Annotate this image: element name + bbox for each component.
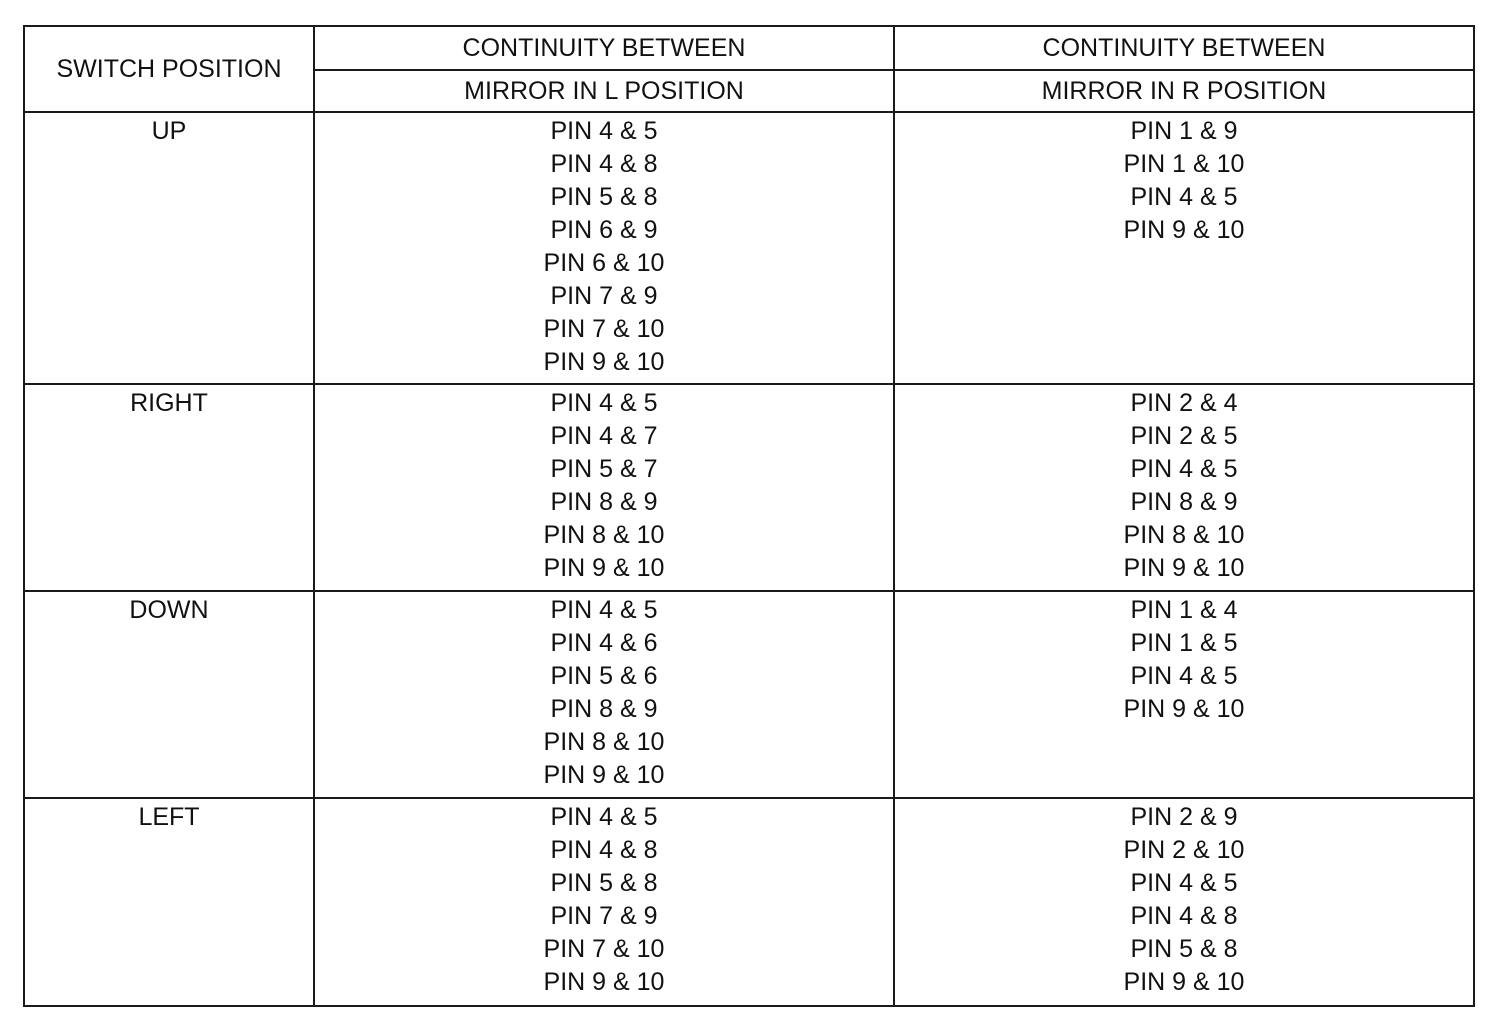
- pin-pair: PIN 1 & 4: [1130, 596, 1238, 624]
- pin-pair: PIN 8 & 9: [550, 488, 658, 516]
- pin-pair: PIN 9 & 10: [1123, 695, 1245, 723]
- pin-pair: PIN 9 & 10: [1123, 968, 1245, 996]
- pin-pair: PIN 2 & 5: [1130, 422, 1238, 450]
- pin-pair: PIN 4 & 5: [1130, 455, 1238, 483]
- table-row-right: [24, 384, 1474, 591]
- pin-pair: PIN 9 & 10: [543, 554, 665, 582]
- header-row-top: [24, 26, 1474, 70]
- pin-pair: PIN 5 & 8: [1130, 935, 1238, 963]
- pin-pair: PIN 4 & 6: [550, 629, 658, 657]
- pin-pair: PIN 4 & 8: [1130, 902, 1238, 930]
- pin-pair: PIN 8 & 10: [1123, 521, 1245, 549]
- pin-pair: PIN 4 & 5: [1130, 662, 1238, 690]
- table-row-up: [24, 112, 1474, 384]
- continuity-table: [23, 25, 1475, 1007]
- mirror-l-pins-right: [314, 384, 894, 591]
- pin-pair: PIN 8 & 9: [550, 695, 658, 723]
- pin-pair: PIN 8 & 9: [1130, 488, 1238, 516]
- pin-pair: PIN 6 & 9: [550, 216, 658, 244]
- header-switch-position: SWITCH POSITION: [24, 26, 314, 112]
- pin-pair: PIN 2 & 4: [1130, 389, 1238, 417]
- pin-pair: PIN 9 & 10: [543, 348, 665, 376]
- pin-pair: PIN 4 & 8: [550, 836, 658, 864]
- mirror-r-pins-down: [894, 591, 1474, 798]
- pin-pair: PIN 8 & 10: [543, 521, 665, 549]
- pin-pair: PIN 9 & 10: [1123, 554, 1245, 582]
- pin-pair: PIN 5 & 8: [550, 183, 658, 211]
- pin-pair: PIN 9 & 10: [543, 761, 665, 789]
- header-mirror-l: MIRROR IN L POSITION: [314, 70, 894, 112]
- switch-position-right: RIGHT: [24, 384, 314, 591]
- pin-pair: PIN 9 & 10: [1123, 216, 1245, 244]
- pin-pair: PIN 5 & 6: [550, 662, 658, 690]
- pin-pair: PIN 7 & 9: [550, 282, 658, 310]
- switch-position-up: UP: [24, 112, 314, 384]
- pin-pair: PIN 4 & 5: [1130, 183, 1238, 211]
- switch-position-down: DOWN: [24, 591, 314, 798]
- pin-pair: PIN 5 & 7: [550, 455, 658, 483]
- header-r-continuity: CONTINUITY BETWEEN: [894, 26, 1474, 70]
- pin-pair: PIN 4 & 5: [550, 389, 658, 417]
- mirror-r-pins-right: [894, 384, 1474, 591]
- pin-pair: PIN 1 & 5: [1130, 629, 1238, 657]
- header-l-continuity: CONTINUITY BETWEEN: [314, 26, 894, 70]
- pin-pair: PIN 1 & 9: [1130, 117, 1238, 145]
- mirror-l-pins-up: [314, 112, 894, 384]
- pin-pair: PIN 7 & 10: [543, 935, 665, 963]
- pin-pair: PIN 9 & 10: [543, 968, 665, 996]
- pin-pair: PIN 4 & 5: [550, 596, 658, 624]
- mirror-r-pins-up: [894, 112, 1474, 384]
- pin-pair: PIN 2 & 10: [1123, 836, 1245, 864]
- pin-pair: PIN 8 & 10: [543, 728, 665, 756]
- pin-pair: PIN 5 & 8: [550, 869, 658, 897]
- header-mirror-r: MIRROR IN R POSITION: [894, 70, 1474, 112]
- pin-pair: PIN 4 & 7: [550, 422, 658, 450]
- pin-pair: PIN 7 & 9: [550, 902, 658, 930]
- pin-pair: PIN 6 & 10: [543, 249, 665, 277]
- pin-pair: PIN 4 & 5: [550, 803, 658, 831]
- pin-pair: PIN 4 & 5: [550, 117, 658, 145]
- table-row-left: [24, 798, 1474, 1006]
- pin-pair: PIN 7 & 10: [543, 315, 665, 343]
- mirror-r-pins-left: [894, 798, 1474, 1006]
- mirror-l-pins-left: [314, 798, 894, 1006]
- pin-pair: PIN 2 & 9: [1130, 803, 1238, 831]
- table-row-down: [24, 591, 1474, 798]
- mirror-l-pins-down: [314, 591, 894, 798]
- pin-pair: PIN 4 & 8: [550, 150, 658, 178]
- pin-pair: PIN 4 & 5: [1130, 869, 1238, 897]
- switch-position-left: LEFT: [24, 798, 314, 1006]
- pin-pair: PIN 1 & 10: [1123, 150, 1245, 178]
